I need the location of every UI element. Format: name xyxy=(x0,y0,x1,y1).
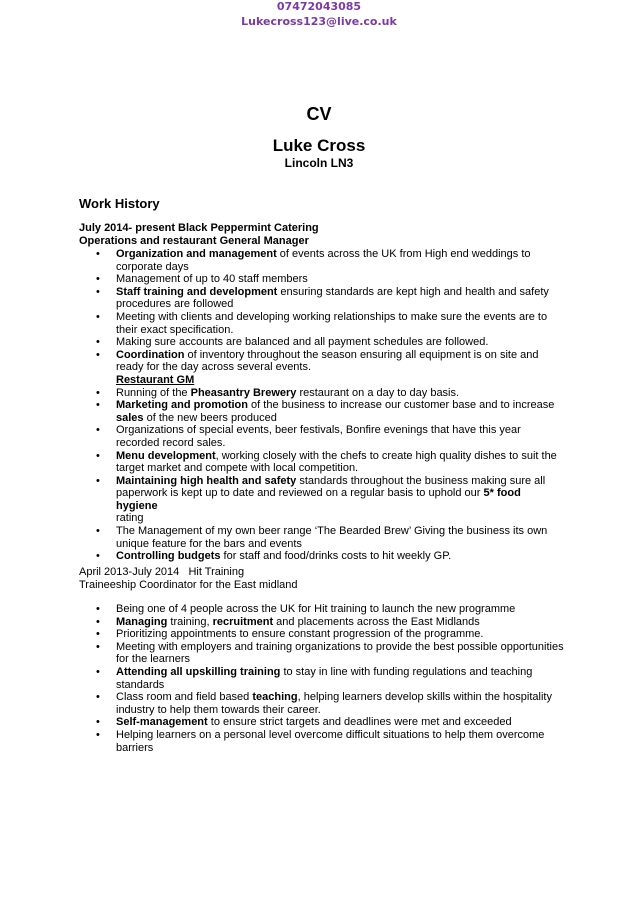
bullet-text: of inventory throughout the season ensuring all equipment is on site and ready for the day across several events. xyxy=(116,348,539,374)
job1-role: Operations and restaurant General Manager xyxy=(79,235,309,247)
bullet-bold: Coordination xyxy=(116,348,185,361)
bullet-text: Helping learners on a personal level overcome difficult situations to help them overcome barriers xyxy=(116,728,545,754)
list-item xyxy=(79,450,565,475)
bullet-text: Organizations of special events, beer festivals, Bonfire evenings that have this year recorded record sales. xyxy=(116,424,521,449)
bullet-text: , helping learners develop skills within the hospitality industry to help them towards their career. xyxy=(116,691,552,716)
list-item xyxy=(79,550,565,563)
bullet-icon: • xyxy=(96,248,100,260)
bullet-text: for staff and food/drinks costs to hit weekly GP. xyxy=(220,550,452,563)
list-item xyxy=(79,349,565,374)
list-item xyxy=(79,387,565,400)
bullet-text: restaurant on a day to day basis. xyxy=(296,386,460,399)
bullet-bold: Attending all upskilling training xyxy=(116,665,281,678)
bullet-bold: recruitment xyxy=(212,615,274,628)
bullet-bold: 5* food hygiene xyxy=(116,487,521,512)
bullet-bold: Self-management xyxy=(116,716,208,729)
bullet-bold: teaching xyxy=(252,691,298,704)
bullet-icon: • xyxy=(96,285,100,298)
person-location: Lincoln LN3 xyxy=(284,156,354,170)
list-item xyxy=(79,248,565,273)
bullet-icon: • xyxy=(96,550,100,563)
list-item xyxy=(79,336,565,349)
bullet-text: of events across the UK from High end weddings to corporate days xyxy=(116,248,531,273)
bullet-icon: • xyxy=(96,273,100,286)
list-item xyxy=(79,286,565,311)
contact-email: Lukecross123@live.co.uk xyxy=(241,15,397,28)
bullet-icon: • xyxy=(96,424,100,437)
list-item xyxy=(79,616,565,629)
bullet-text: Management of up to 40 staff members xyxy=(116,273,308,286)
bullet-icon: • xyxy=(96,449,100,462)
job2-role: Traineeship Coordinator for the East midland xyxy=(79,579,298,591)
bullet-text: The Management of my own beer range ‘The Bearded Brew’ Giving the business its own unique feature for the bars and events xyxy=(116,525,548,550)
bullet-text: and placements across the East Midlands xyxy=(273,615,480,628)
bullet-bold: Organization and management xyxy=(116,248,277,260)
list-item xyxy=(79,273,565,286)
job2-dates-company: April 2013-July 2014 Hit Training xyxy=(79,566,245,578)
contact-phone: 07472043085 xyxy=(276,0,362,13)
bullet-icon: • xyxy=(96,603,100,615)
list-item xyxy=(79,628,565,641)
list-item xyxy=(79,641,565,666)
bullet-text: Meeting with clients and developing working relationships to make sure the events are to their exact specification. xyxy=(116,310,548,336)
bullet-icon: • xyxy=(96,615,100,628)
bullet-text: training, xyxy=(167,615,213,628)
bullet-icon: • xyxy=(96,310,100,323)
list-item xyxy=(79,311,565,336)
bullet-bold: Marketing and promotion xyxy=(116,399,248,412)
bullet-bold: sales xyxy=(116,411,144,424)
bullet-bold: Managing xyxy=(116,615,168,628)
bullet-bold: Menu development xyxy=(116,449,216,462)
bullet-icon: • xyxy=(96,728,100,741)
bullet-text: to stay in line with funding regulations and teaching standards xyxy=(116,665,533,691)
list-item xyxy=(79,729,565,754)
bullet-icon: • xyxy=(96,525,100,538)
bullet-text: standards throughout the business making sure all paperwork is kept up to date and reviewed on a regular basis to uphold our xyxy=(116,474,546,500)
bullet-icon: • xyxy=(96,716,100,729)
job2-bullet-list xyxy=(79,603,565,754)
list-item xyxy=(79,716,565,729)
list-item xyxy=(79,603,565,616)
bullet-icon: • xyxy=(96,640,100,653)
bullet-text: ensuring standards are kept high and health and safety procedures are followed xyxy=(116,285,549,311)
bullet-bold: Maintaining high health and safety xyxy=(116,474,297,487)
bullet-icon: • xyxy=(96,474,100,487)
bullet-text: , working closely with the chefs to create high quality dishes to suit the target market and compete with local competition. xyxy=(116,449,557,475)
bullet-text: Running of the xyxy=(116,386,191,399)
bullet-text: of the new beers produced xyxy=(143,411,277,424)
bullet-bold: Staff training and development xyxy=(116,285,278,298)
job1-bullet-list xyxy=(79,248,565,563)
list-item xyxy=(79,399,565,424)
bullet-icon: • xyxy=(96,665,100,678)
bullet-text: rating xyxy=(116,512,144,525)
sub-heading-restaurant-gm: Restaurant GM xyxy=(116,373,195,386)
bullet-icon: • xyxy=(96,399,100,412)
job1-dates-company: July 2014- present Black Peppermint Catering xyxy=(79,222,319,234)
bullet-text: to ensure strict targets and deadlines were met and exceeded xyxy=(207,716,512,729)
document-title: CV xyxy=(306,104,332,124)
bullet-bold: Pheasantry Brewery xyxy=(190,386,297,399)
bullet-icon: • xyxy=(96,386,100,399)
bullet-icon: • xyxy=(96,628,100,641)
bullet-icon: • xyxy=(96,691,100,704)
list-item xyxy=(79,666,565,691)
list-item xyxy=(79,424,565,449)
list-item xyxy=(79,691,565,716)
bullet-text: Meeting with employers and training organizations to provide the best possible opportunities for the learners xyxy=(116,640,564,666)
list-item xyxy=(79,475,565,525)
bullet-icon: • xyxy=(96,336,100,349)
person-name: Luke Cross xyxy=(272,136,366,155)
list-item xyxy=(79,525,565,550)
bullet-text: of the business to increase our customer base and to increase xyxy=(248,399,555,412)
bullet-text: Prioritizing appointments to ensure constant progression of the programme. xyxy=(116,628,484,641)
bullet-text: Being one of 4 people across the UK for Hit training to launch the new programme xyxy=(116,603,516,615)
bullet-text: Making sure accounts are balanced and all payment schedules are followed. xyxy=(116,336,489,349)
bullet-text: Class room and field based xyxy=(116,691,253,704)
section-title-work-history: Work History xyxy=(79,196,160,211)
bullet-icon: • xyxy=(96,348,100,361)
bullet-bold: Controlling budgets xyxy=(116,550,221,563)
